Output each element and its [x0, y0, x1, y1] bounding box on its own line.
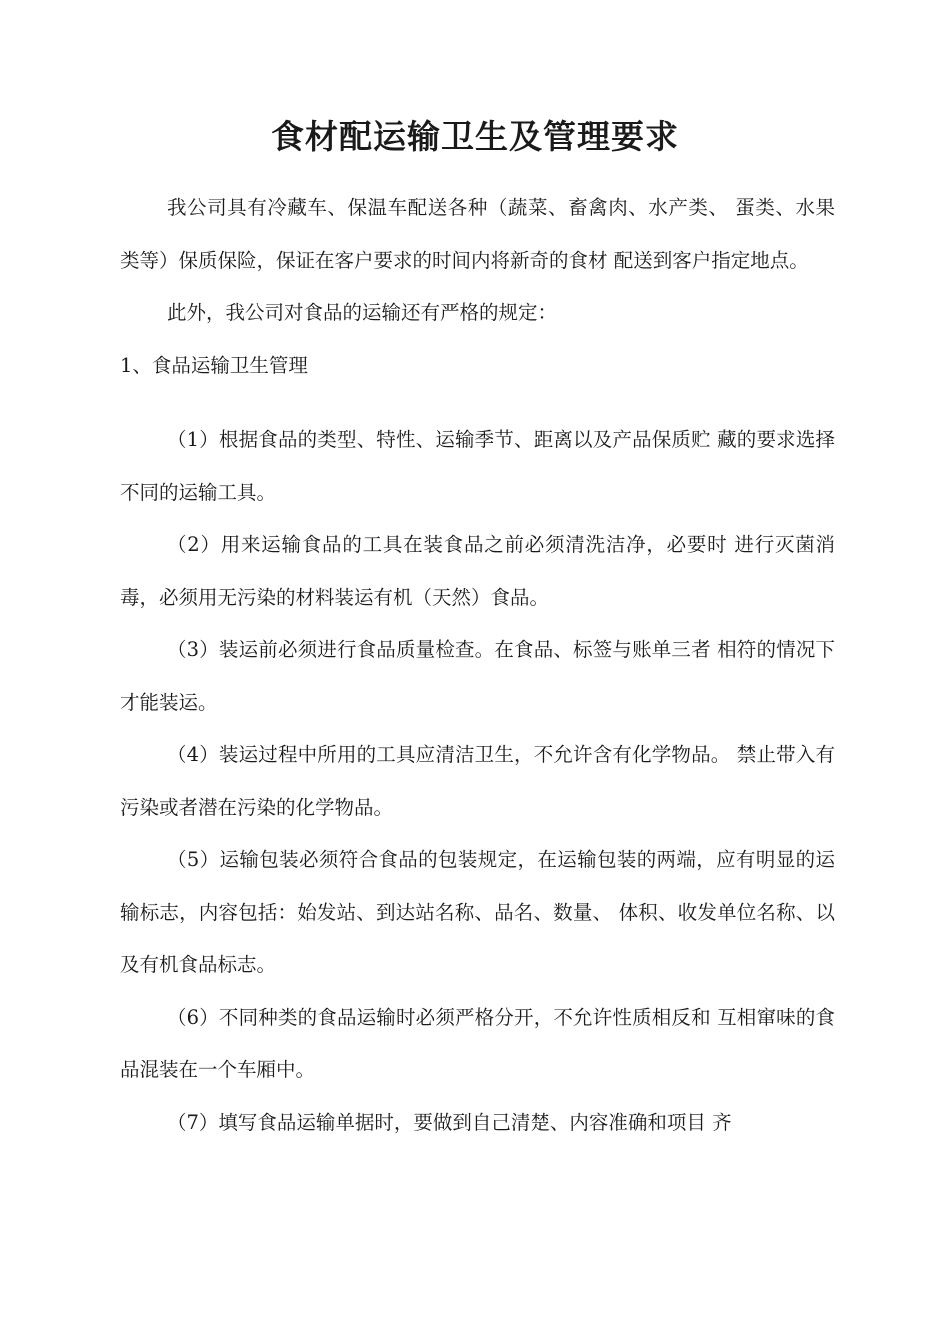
- section-heading: 1、食品运输卫生管理: [120, 353, 308, 377]
- list-item: （5）运输包装必须符合食品的包装规定，在运输包装的两端，应有明显的运输标志，内容包括：始发站、到达站名称、品名、数量、 体积、收发单位名称、以及有机食品标志。: [120, 848, 835, 976]
- list-item: （1）根据食品的类型、特性、运输季节、距离以及产品保质贮 藏的要求选择不同的运输工具。: [120, 428, 835, 504]
- document-body: [120, 182, 835, 1149]
- list-item: （4）装运过程中所用的工具应清洁卫生，不允许含有化学物品。 禁止带入有污染或者潜在污染的化学物品。: [120, 743, 835, 819]
- document-title: 食材配运输卫生及管理要求: [271, 117, 679, 157]
- list-item: （6）不同种类的食品运输时必须严格分开，不允许性质相反和 互相窜味的食品混装在一个车厢中。: [120, 1005, 835, 1081]
- list-item: （3）装运前必须进行食品质量检查。在食品、标签与账单三者 相符的情况下才能装运。: [120, 638, 835, 714]
- intro-paragraph: 此外，我公司对食品的运输还有严格的规定：: [167, 301, 558, 324]
- list-item: （7）填写食品运输单据时，要做到自己清楚、内容准确和项目 齐: [167, 1110, 732, 1134]
- section-1-list: [120, 414, 835, 1149]
- list-item: （2）用来运输食品的工具在装食品之前必须清洗洁净，必要时 进行灭菌消毒，必须用无污染的材料装运有机（天然）食品。: [120, 533, 835, 609]
- intro-paragraph: 我公司具有冷藏车、保温车配送各种（蔬菜、畜禽肉、水产类、 蛋类、水果类等）保质保险，保证在客户要求的时间内将新奇的食材 配送到客户指定地点。: [120, 196, 835, 272]
